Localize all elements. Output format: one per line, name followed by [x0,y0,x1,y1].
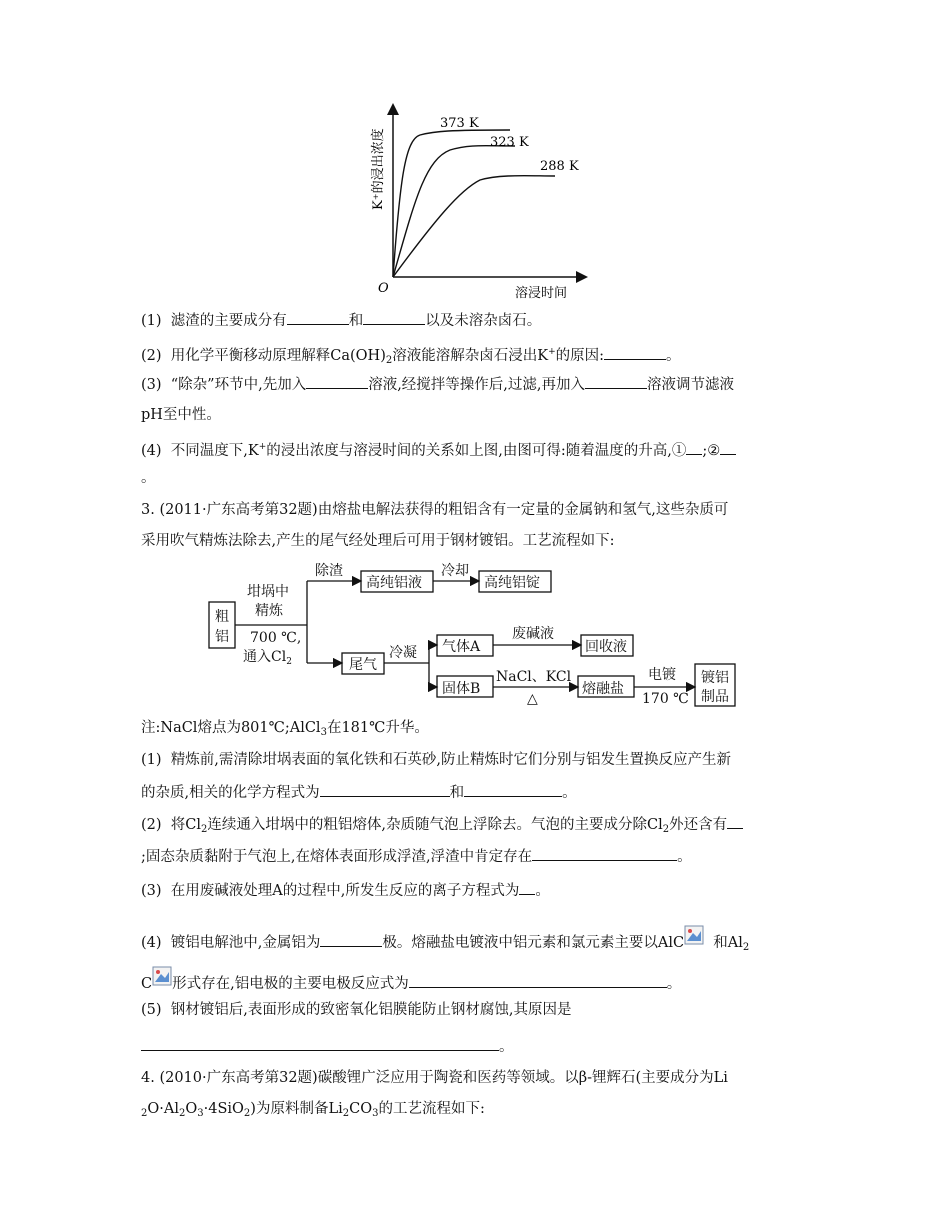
answer-blank[interactable] [604,345,666,360]
label-molten-salt: 熔融盐 [582,681,624,697]
label-high-pure-ingot: 高纯铝锭 [484,575,540,591]
answer-blank[interactable] [464,782,562,797]
q2-item-3-cont: pH至中性。 [141,407,221,423]
label-tail-gas: 尾气 [349,657,377,673]
answer-blank[interactable] [141,1036,499,1051]
label-gas-a: 气体A [442,639,481,655]
series-label-288k: 288 K [540,159,579,174]
label-solid-b: 固体B [442,681,481,697]
answer-blank[interactable] [306,374,368,389]
label-cond-cl: 通入$Cl_2$ [243,649,292,667]
answer-blank[interactable] [363,310,425,325]
series-label-323k: 323 K [490,135,529,150]
q2-item-4: (4) 不同温度下,K+的浸出浓度与溶浸时间的关系如上图,由图可得:随着温度的升高,① ;② [141,437,736,461]
q3-item-2-cont: ;固态杂质黏附于气泡上,在熔体表面形成浮渣,浮渣中肯定存在 。 [141,846,692,867]
curve-323k [393,146,515,277]
q3-item-5-cont: 。 [141,1036,514,1057]
q3-item-3: (3) 在用废碱液处理A的过程中,所发生反应的离子方程式为 。 [141,880,550,901]
answer-blank[interactable] [287,310,349,325]
broken-image-icon [684,925,704,945]
q3-item-4: (4) 镀铝电解池中,金属铝为 极。熔融盐电镀液中铝元素和氯元素主要以AlC 和$Al_2$ [141,925,749,958]
q4-intro-cont: $_2O\cdot Al_2O_3\cdot 4SiO_2$)为原料制备$Li_2CO_3$的工艺流程如下: [141,1101,485,1119]
answer-blank[interactable] [532,846,677,861]
q2-item-1: (1) 滤渣的主要成分有 和 以及未溶杂卤石。 [141,310,541,331]
label-product-1: 镀铝 [701,670,729,686]
q3-item-4-cont: C 形式存在,铝电极的主要电极反应式为 。 [141,966,681,994]
q3-intro: 3. (2011·广东高考第32题)由熔盐电解法获得的粗铝含有一定量的金属钠和氢气,这些杂质可 [141,502,729,518]
label-plating-temp: 170 ℃ [642,691,689,707]
q3-item-1-cont: 的杂质,相关的化学方程式为 和 。 [141,782,577,803]
label-crucible-2: 精炼 [255,603,283,619]
label-cooling: 冷却 [441,563,469,579]
process-flowchart [205,558,750,710]
q2-item-3: (3) “除杂”环节中,先加入 溶液,经搅拌等操作后,过滤,再加入 溶液调节滤液 [141,374,734,395]
origin-label: O [378,281,389,296]
answer-blank[interactable] [720,440,736,455]
answer-blank[interactable] [519,880,535,895]
series-label-373k: 373 K [440,116,479,131]
label-high-pure-liquid: 高纯铝液 [366,575,422,591]
answer-blank[interactable] [320,782,450,797]
q3-item-5: (5) 钢材镀铝后,表面形成的致密氧化铝膜能防止钢材腐蚀,其原因是 [141,1002,572,1018]
label-crucible-1: 坩埚中 [247,584,289,600]
curve-288k [393,176,555,277]
q4-intro: 4. (2010·广东高考第32题)碳酸锂广泛应用于陶瓷和医药等领域。以β-锂辉石(主要成分为Li [141,1070,728,1086]
q3-note: 注:NaCl熔点为801℃;AlCl$_3$在181℃升华。 [141,720,429,738]
label-cond-temp: 700 ℃, [250,630,302,646]
label-recovered-liquid: 回收液 [585,639,627,655]
q3-item-1: (1) 精炼前,需清除坩埚表面的氧化铁和石英砂,防止精炼时它们分别与铝发生置换反应产生新 [141,752,731,768]
answer-blank[interactable] [686,440,702,455]
label-crude-al-1: 粗 [215,609,229,625]
answer-blank[interactable] [320,932,382,947]
q2-item-4-cont: 。 [141,470,156,486]
label-condense: 冷凝 [389,645,417,661]
y-axis-label: K⁺的浸出浓度 [371,128,386,210]
answer-blank[interactable] [409,973,667,988]
broken-image-icon [152,966,172,986]
q2-item-2: (2) 用化学平衡移动原理解释$Ca(OH)_2$溶液能溶解杂卤石浸出K+的原因: 。 [141,347,681,366]
q3-intro-cont: 采用吹气精炼法除去,产生的尾气经处理后可用于钢材镀铝。工艺流程如下: [141,533,615,549]
q3-item-2: (2) 将$Cl_2$连续通入坩埚中的粗铝熔体,杂质随气泡上浮除去。气泡的主要成分除$Cl_2$外还含有 [141,814,743,840]
label-heat: △ [527,691,538,707]
label-remove-slag: 除渣 [315,563,343,579]
label-waste-alkali: 废碱液 [512,626,554,642]
label-product-2: 制品 [701,689,729,705]
label-salts: NaCl、KCl [496,669,572,685]
answer-blank[interactable] [585,374,647,389]
label-plating: 电镀 [648,667,676,683]
label-crude-al-2: 铝 [215,629,229,645]
x-axis-label: 溶浸时间 [515,286,568,300]
leaching-chart [360,100,600,300]
answer-blank[interactable] [727,814,743,829]
